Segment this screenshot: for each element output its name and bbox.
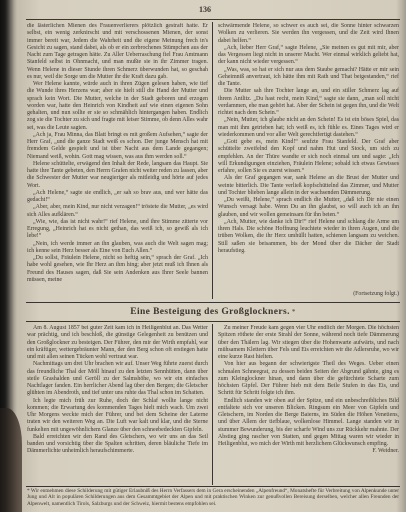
paragraph: Als der Graf gegangen war, sank Helene an die Brust der Mutter und weinte bitterlich. Die Tante verließ kopfschüttelnd das Zimmer, und Mutter und Tochter blieben lange allein in der wachsenden Dämmerung.: [218, 175, 399, 196]
column-divider: [212, 324, 213, 485]
article-title-footnote-mark: *: [291, 308, 296, 316]
section-rule-bottom: [26, 321, 400, 322]
paragraph: „Du sollst, Fräulein Helene, nicht so heftig sein,“ sprach der Graf. „Ich habe wohl gesehen, wie Ihr Herz an ihm hing; aber jetzt muß ich Ihnen als Freund des Hauses sagen, daß Sie sein Andenken aus Ihrer Seele bannen müssen, meine: [27, 255, 208, 283]
continuation-note: (Fortsetzung folgt.): [353, 291, 399, 297]
footnote: * Wir entnehmen diese Schilderung mit gütiger Erlaubniß des Herrn Verfassers dem in Gera erscheinenden „Alpenfreund“, Monatshefte für Verbreitung von Alpenkunde unter Jung und Alt in populären Schilderungen aus dem Gesammtgebiet der Alpen und mit praktischen Winken zur genußvollen Bereisung derselben, welcher allen Freunden der Alpenwelt, namentlich Tirols, Salzburgs und der Schweiz, hiermit bestens empfohlen sei.: [27, 488, 399, 507]
paragraph: „Gott gebe es, mein Kind!“ seufzte Frau Stanfeld. Der Graf aber schüttelte zweifelnd den Kopf und nahm Hut und Stock, um sich zu empfehlen. An der Thüre wandte er sich noch einmal um und sagte: „Ich will Erkundigungen einziehen, Fräulein Helene; sobald ich etwas Gewisses erfahre, sollen Sie es zuerst wissen.“: [218, 139, 399, 174]
article-signature: F. Weidner.: [372, 448, 399, 455]
paragraph: „Ach ja, Frau Minna, das Blatt bringt es mit großem Aufsehen,“ sagte der Herr Graf, „und die ganze Stadt weiß es schon. Der junge Mensch hat mit fremdem Gelde gespielt und ist über Nacht aus dem Lande gegangen; Niemand weiß, wohin. Gott mag wissen, was aus ihm werden soll.“: [27, 131, 208, 160]
paragraph: Wer Helene kannte, würde auch in ihren Zügen gelesen haben, wie tief die Wunde ihres Herzens war; aber sie hielt still die Hand der Mutter und sprach kein Wort. Die Mutter, welche in der Stadt geboren und erzogen worden war, hatte den Heinrich von Kindheit auf wie einen eigenen Sohn gehalten, und nun sollte er sie so schmählich hintergangen haben. Endlich zog sie die Tochter zu sich und fragte mit leiser Stimme, ob denn Alles wahr sei, was die Leute sagten.: [27, 81, 208, 131]
scanner-thumb: [0, 408, 22, 512]
paragraph: Die Mutter sah ihre Tochter lange an, und ein stiller Schmerz lag auf ihrem Antlitz. „Du hast recht, mein Kind,“ sagte sie dann, „man soll nicht verdammen, ehe man gehört hat. Aber der Schein ist gegen ihn, und die Welt richtet nach dem Schein.“: [218, 88, 399, 116]
header-rule: [26, 19, 400, 20]
section-rule-top: [26, 302, 400, 303]
page-number: 136: [199, 5, 211, 14]
column-divider: [212, 22, 213, 299]
article-title-block: [26, 306, 400, 318]
story-left-column: [27, 23, 208, 299]
paragraph: „Ach Helene,“ sagte sie endlich, „er sah so brav aus, und wer hätte das gedacht!“: [27, 189, 208, 203]
paragraph: Am 8. August 1857 bei guter Zeit kam ich in Heiligenblut an. Das Wetter war prächtig, und ich beschloß, die günstige Gelegenheit zu benützen und den Großglockner zu besteigen. Der Führer, den mir der Wirth empfahl, war ein kräftiger, wettergebräunter Mann, der den Berg schon oft erstiegen hatte und mit allen seinen Tücken wohl vertraut war.: [27, 325, 208, 360]
paragraph: Nachmittags um drei Uhr brachen wir auf. Unser Weg führte zuerst durch das freundliche Thal der Möll hinauf zu den letzten Sennhütten, dann über steile Grashalden und Geröll zu der Salmshöhe, wo wir ein einfaches Nachtlager fanden. Ein herrlicher Abend lag über den Bergen; die Gletscher glühten im Abendroth, und tief unter uns ruhte das Thal schon im Schatten.: [27, 361, 208, 397]
paragraph: „Ach, lieber Herr Graf,“ sagte Helene, „Sie meinen es gut mit mir, aber das Vergessen liegt nicht in unserer Macht. Wer einmal wirklich geliebt hat, der kann nicht wieder vergessen.“: [218, 44, 399, 66]
paragraph: „Nein, Mutter, ich glaube nicht an den Schein! Es ist ein böses Spiel, das man mit ihm getrieben hat; ich weiß es, ich fühle es. Eines Tages wird er wiederkommen und vor aller Welt gerechtfertigt dastehen.“: [218, 117, 399, 138]
story-right-column: [218, 23, 399, 289]
article-right-column: [218, 325, 399, 485]
paragraph: „Aber, aber, mein Kind, nur nicht verzagen!“ tröstete die Mutter, „es wird sich Alles aufklären.“: [27, 204, 208, 218]
paragraph: Von hier aus begann der schwierigste Theil des Weges. Ueber einen schmalen Schneegrat, zu dessen beiden Seiten der Abgrund gähnte, ging es zum Kleinglockner hinan, und dann über die gefürchtete Scharte zum höchsten Gipfel. Der Führer hieb mit dem Beile Stufen in das Eis, und Schritt für Schritt folgte ich ihm.: [218, 361, 399, 397]
paragraph: Zu meiner Freude kam gegen vier Uhr endlich der Morgen. Die höchsten Spitzen röthete der erste Strahl der Sonne, während noch tiefe Dämmerung über den Thälern lag. Wir stiegen über die Hohenwarte aufwärts, und nach mühsamem Klettern über Fels und Eis erreichten wir die Adlersruhe, wo wir eine kurze Rast hielten.: [218, 325, 399, 360]
paragraph: „Ach, Mutter, wie danke ich Dir!“ rief Helene und schlang die Arme um ihren Hals. Die schöne Hoffnung leuchtete wieder in ihren Augen, und die trüben Wolken, die ihr Herz umhüllt hatten, schienen langsam zu weichen. Still saßen sie beisammen, bis der Mond über die Dächer der Stadt heraufstieg.: [218, 218, 399, 254]
paragraph: schwärmende Helene, so schwer es auch sei, die Sonne hinter schwarzen Wolken zu verlieren. Sie werden ihn vergessen, und die Zeit wird Ihnen dabei helfen.“: [218, 23, 399, 44]
paragraph: „Was, was, so hat er sich nur aus dem Staube gemacht? Hätte er mir sein Geheimniß anvertraut, ich hätte ihm mit Rath und That beigestanden,“ rief die Tante.: [218, 66, 399, 87]
paragraph: Helene schüttelte, erwägend den Inhalt der Rede, langsam das Haupt. Sie hatte ihre Tante gebeten, den Herrn Grafen nicht weiter reden zu lassen, aber die Schwester der Mutter war neugieriger als mitleidig und hörte auf jedes Wort.: [27, 160, 208, 189]
paragraph: „Du weißt, Helene,“ sprach endlich die Mutter, „daß ich Dir nie einen Wunsch versagt habe. Wenn Du an ihn glaubst, so will auch ich an ihn glauben, und wir wollen gemeinsam für ihn beten.“: [218, 197, 399, 218]
paragraph: „Nein, ich werde immer an ihn glauben, was auch die Welt sagen mag; ich kenne sein Herz besser als Eine von Euch Allen.“: [27, 240, 208, 254]
paragraph: Endlich standen wir oben auf der Spitze, und ein unbeschreibliches Bild entfaltete sich vor unseren Blicken. Ringsum ein Meer von Gipfeln und Gletschern, im Norden die Berge Baierns, im Süden die Höhen Venetiens, und über Allem der tiefblaue, wolkenlose Himmel. Lange standen wir in stummer Bewunderung, bis der scharfe Wind uns zur Rückkehr mahnte. Der Abstieg ging rascher von Statten, und gegen Mittag waren wir wieder in Heiligenblut, wo mich der Wirth mit herzlichem Glückwunsch empfing.: [218, 397, 399, 447]
article-title: Eine Besteigung des Großglockners.: [130, 307, 290, 317]
article-left-column: [27, 325, 208, 485]
footnote-rule: [26, 486, 400, 487]
paragraph: Ich legte mich früh zur Ruhe, doch der Schlaf wollte lange nicht kommen; die Erwartung des kommenden Tages hielt mich wach. Um zwei Uhr Morgens weckte mich der Führer, und bei dem Scheine der Laterne traten wir den weiteren Weg an. Die Luft war kalt und klar, und die Sterne funkelten mit ungewöhnlichem Glanze über den schneebedeckten Gipfeln.: [27, 397, 208, 433]
paragraph: die lästerlichen Mienen des Frauenverlierers plötzlich gestraft hatte. Er selbst, ein wenig zerknirscht und mit verschossenen Mienen, der sonst immer bereit war, Jedem die Wahrheit und die eigene Meinung frech in's Gesicht zu sagen, stand dabei, als ob er ein zerbrochenes Stümpchen aus der Nacht zum Tage getragen hätte. Zu Aller Ueberraschung fiel Frau Amtmann Stanfeld selbst in Ohnmacht, und man mußte sie in ihr Zimmer tragen. Wenn Helene in dieser Stunde ihren Schmerz überwunden hat, so geschah es nur, weil die Sorge um die Mutter ihr die Kraft dazu gab.: [27, 23, 208, 80]
paragraph: „Wie, wie, das ist nicht wahr!“ rief Helene, und ihre Stimme zitterte vor Erregung, „Heinrich hat es nicht gethan, das weiß ich, so gewiß als ich lebe!“: [27, 218, 208, 240]
paragraph: Bald erreichten wir den Rand des Gletschers, wo wir uns an das Seil banden und vorsichtig über die Spalten schritten, deren bläuliche Tiefe im Dämmerlichte unheimlich heraufschimmerte.: [27, 433, 208, 455]
